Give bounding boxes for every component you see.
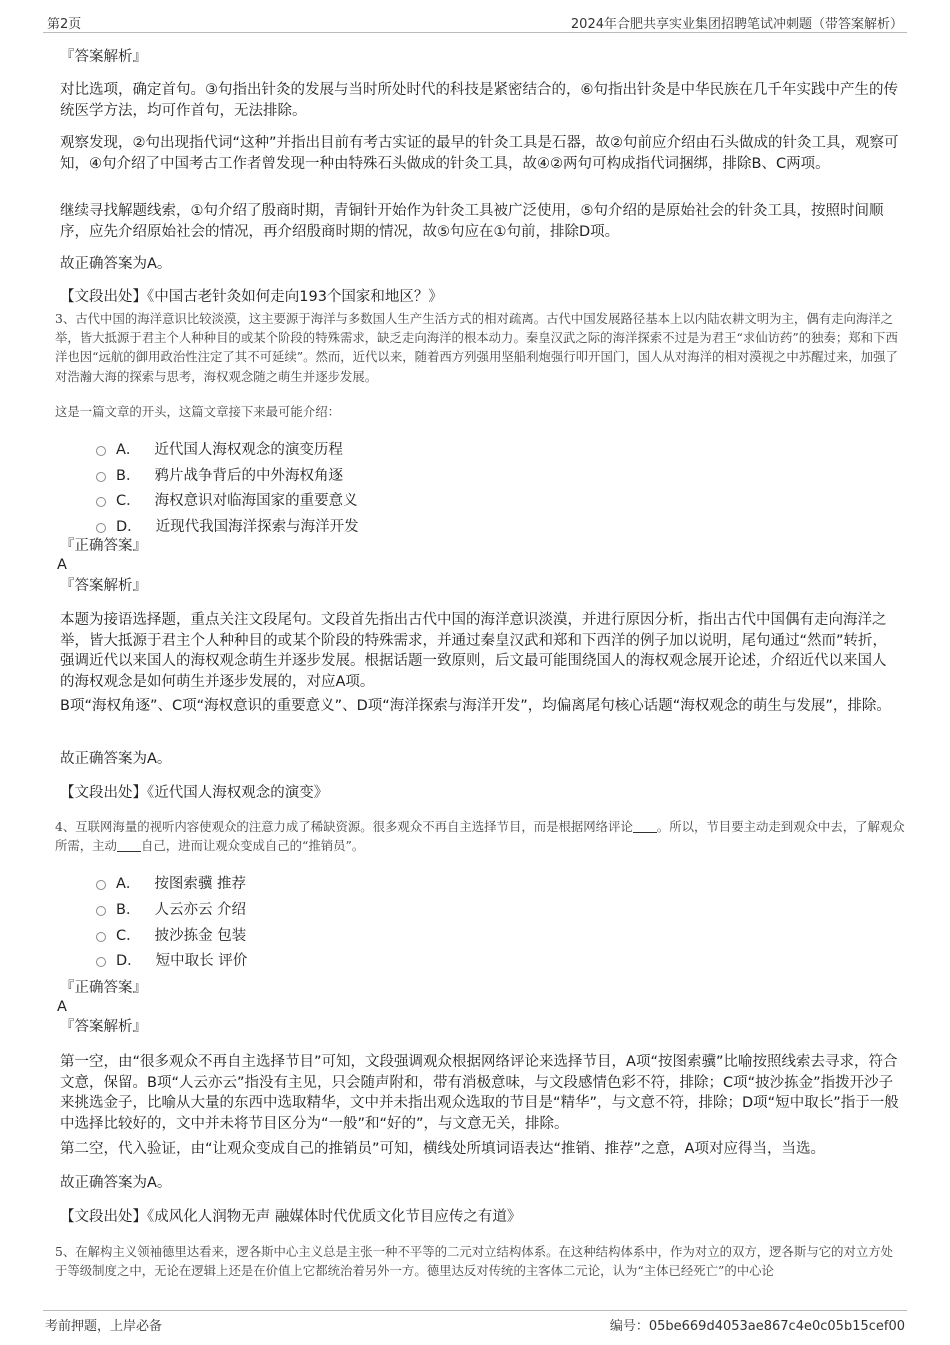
- fill-blank-1[interactable]: [633, 820, 657, 833]
- radio-button-icon[interactable]: [96, 446, 106, 456]
- radio-button-icon[interactable]: [96, 523, 106, 533]
- footer-slogan: 考前押题，上岸必备: [45, 1319, 163, 1334]
- q2-analysis-paragraph-2: 观察发现，②句出现指代词“这种”并指出目前有考古实证的最早的针灸工具是石器，故②句前应介绍由石头做成的针灸工具，观察可知，④句介绍了中国考古工作者曾发现一种由特殊石头做成的针灸工具，故④②两句可构成指代词捆绑，排除B、C两项。: [60, 135, 899, 172]
- radio-button-icon[interactable]: [96, 472, 106, 482]
- q3-answer: A: [57, 557, 67, 573]
- page-header: [43, 10, 907, 33]
- q4-option-a[interactable]: A． 按图索骥 推荐: [96, 874, 246, 894]
- footer-doc-code: 编号：05be669d4053ae867c4e0c05b15cef00: [609, 1319, 905, 1334]
- q2-analysis-label: 『答案解析』: [60, 49, 147, 65]
- q2-conclusion: 故正确答案为A。: [60, 256, 172, 272]
- q3-analysis-paragraph-2: B项“海权角逐”、C项“海权意识的重要意义”、D项“海洋探索与海洋开发”，均偏离尾句核心话题“海权观念的萌生与发展”，排除。: [60, 698, 891, 714]
- q4-option-d[interactable]: D． 短中取长 评价: [96, 951, 247, 971]
- q3-option-d[interactable]: D． 近现代我国海洋探索与海洋开发: [96, 517, 359, 537]
- radio-button-icon[interactable]: [96, 497, 106, 507]
- page-number: 第2页: [47, 17, 82, 32]
- radio-button-icon[interactable]: [96, 932, 106, 942]
- q4-answer-label: 『正确答案』: [60, 980, 147, 996]
- q3-option-a[interactable]: A． 近代国人海权观念的演变历程: [96, 440, 343, 460]
- q4-conclusion: 故正确答案为A。: [60, 1175, 172, 1191]
- q2-source: 【文段出处】《中国古老针灸如何走向193个国家和地区？》: [60, 289, 443, 305]
- q4-analysis-paragraph-2: 第二空，代入验证，由“让观众变成自己的推销员”可知，横线处所填词语表达“推销、推荐”之意，A项对应得当，当选。: [60, 1141, 825, 1157]
- q5-stem: 5、在解构主义领袖德里达看来，逻各斯中心主义总是主张一种不平等的二元对立结构体系。在这种结构体系中，作为对立的双方，逻各斯与它的对立方处于等级制度之中，无论在逻辑上还是在价值上它都统治着另外一方。德里达反对传统的主客体二元论，认为“主体已经死亡”的中心论: [55, 1244, 894, 1279]
- q4-option-b[interactable]: B． 人云亦云 介绍: [96, 900, 246, 920]
- q4-answer: A: [57, 999, 67, 1015]
- radio-button-icon[interactable]: [96, 906, 106, 916]
- radio-button-icon[interactable]: [96, 957, 106, 967]
- q4-source: 【文段出处】《成风化人润物无声 融媒体时代优质文化节目应传之有道》: [60, 1209, 522, 1225]
- page-footer: [43, 1310, 907, 1337]
- q3-option-b[interactable]: B． 鸦片战争背后的中外海权角逐: [96, 466, 343, 486]
- q3-answer-label: 『正确答案』: [60, 538, 147, 554]
- q3-source: 【文段出处】《近代国人海权观念的演变》: [60, 785, 329, 801]
- q3-conclusion: 故正确答案为A。: [60, 751, 172, 767]
- q3-stem: 3、古代中国的海洋意识比较淡漠，这主要源于海洋与多数国人生产生活方式的相对疏离。古代中国发展路径基本上以内陆农耕文明为主，偶有走向海洋之举，皆大抵源于君主个人种种目的或某个阶段的特殊需求，缺乏走向海洋的根本动力。秦皇汉武之际的海洋探索不过是为君王“求仙访药”的独奏；郑和下西洋也因“远航的御用政治性注定了其不可延续”。然而，近代以来，随着西方列强用坚船利炮强行叩开国门，国人从对海洋的相对漠视之中苏醒过来，加强了对浩瀚大海的探索与思考，海权观念随之萌生并逐步发展。: [55, 311, 898, 384]
- document-title: 2024年合肥共享实业集团招聘笔试冲刺题（带答案解析）: [570, 17, 903, 32]
- q4-stem: 4、互联网海量的视听内容使观众的注意力成了稀缺资源。很多观众不再自主选择节目，而是根据网络评论 。所以，节目要主动走到观众中去，了解观众所需，主动 自己，进而让观众变成自己的“推销员”。: [55, 819, 905, 854]
- q4-analysis-paragraph-1: 第一空，由“很多观众不再自主选择节目”可知，文段强调观众根据网络评论来选择节目，A项“按图索骥”比喻按照线索去寻求，符合文意，保留。B项“人云亦云”指没有主见，只会随声附和，带有消极意味，与文段感情色彩不符，排除；C项“披沙拣金”指拨开沙子来挑选金子，比喻从大量的东西中选取精华，文中并未指出观众选取的节目是“精华”，与文意不符，排除；D项“短中取长”指于一般中选择比较好的，文中并未将节目区分为“一般”和“好的”，与文意无关，排除。: [60, 1054, 899, 1132]
- q3-analysis-paragraph-1: 本题为接语选择题，重点关注文段尾句。文段首先指出古代中国的海洋意识淡漠，并进行原因分析，指出古代中国偶有走向海洋之举，皆大抵源于君主个人种种目的或某个阶段的特殊需求，并通过秦皇汉武和郑和下西洋的例子加以说明，尾句通过“然而”转折，强调近代以来国人的海权观念萌生并逐步发展。根据话题一致原则，后文最可能围绕国人的海权观念展开论述，介绍近代以来国人的海权观念是如何萌生并逐步发展的，对应A项。: [60, 612, 888, 690]
- radio-button-icon[interactable]: [96, 880, 106, 890]
- q4-option-c[interactable]: C． 披沙拣金 包装: [96, 926, 246, 946]
- q3-option-c[interactable]: C． 海权意识对临海国家的重要意义: [96, 491, 358, 511]
- q3-analysis-label: 『答案解析』: [60, 578, 147, 594]
- q2-analysis-paragraph-1: 对比选项，确定首句。③句指出针灸的发展与当时所处时代的科技是紧密结合的，⑥句指出针灸是中华民族在几千年实践中产生的传统医学方法，均可作首句，无法排除。: [60, 82, 898, 119]
- fill-blank-2[interactable]: [117, 839, 141, 852]
- q4-analysis-label: 『答案解析』: [60, 1019, 147, 1035]
- q2-analysis-paragraph-3: 继续寻找解题线索，①句介绍了殷商时期，青铜针开始作为针灸工具被广泛使用，⑤句介绍的是原始社会的针灸工具，按照时间顺序，应先介绍原始社会的情况，再介绍殷商时期的情况，故⑤句应在①句前，排除D项。: [60, 203, 884, 240]
- q3-prompt: 这是一篇文章的开头，这篇文章接下来最可能介绍：: [55, 404, 340, 419]
